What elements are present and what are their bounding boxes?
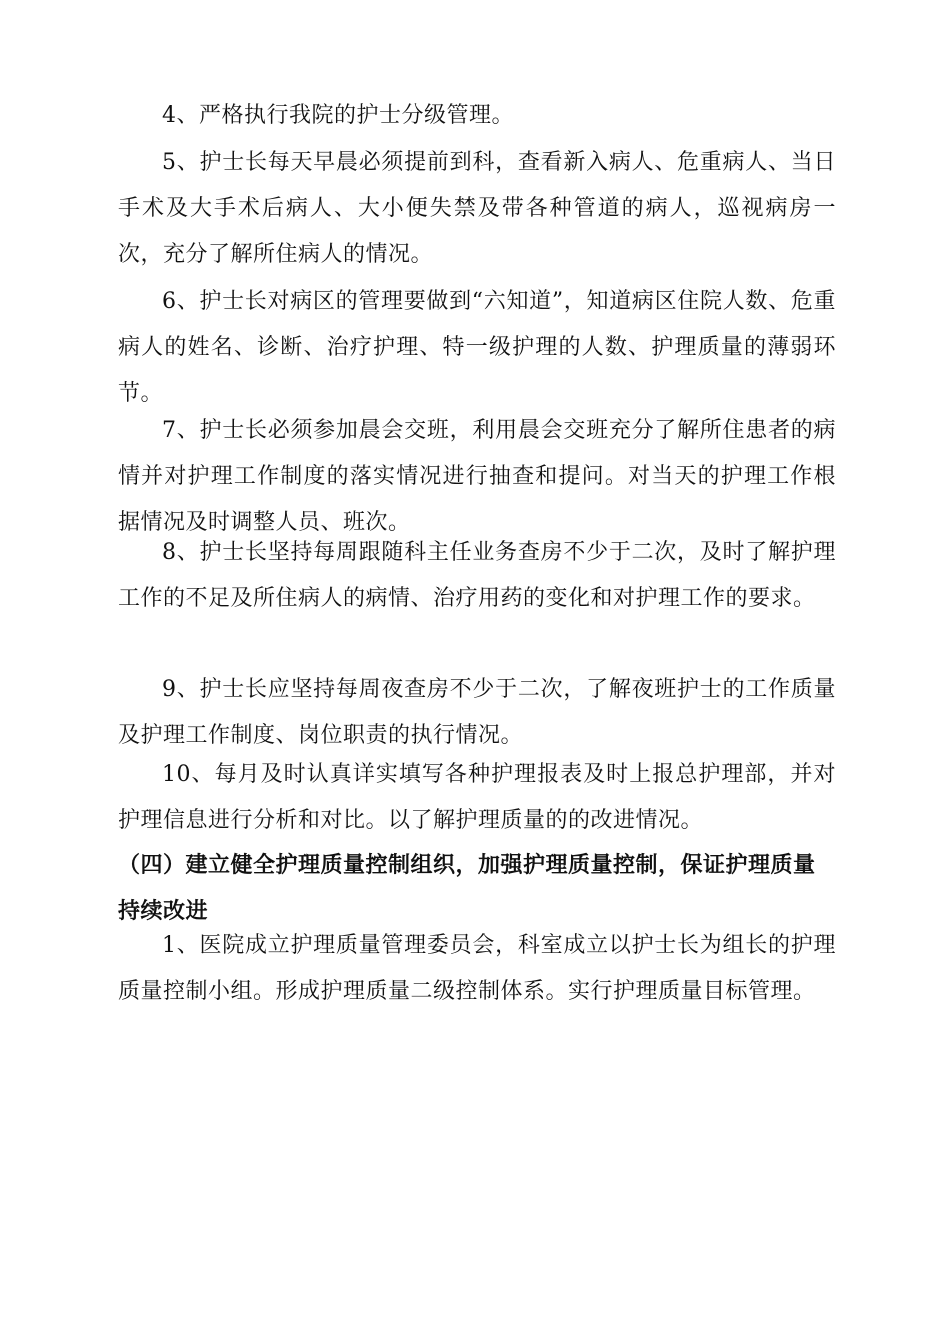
paragraph-item-8: 8、护士长坚持每周跟随科主任业务查房不少于二次，及时了解护理工作的不足及所住病人的病情、治疗用药的变化和对护理工作的要求。 [118, 540, 836, 611]
paragraph-item-4: 4、严格执行我院的护士分级管理。 [162, 103, 514, 128]
paragraph-item-6: 6、护士长对病区的管理要做到“六知道”，知道病区住院人数、危重病人的姓名、诊断、治疗护理、特一级护理的人数、护理质量的薄弱环节。 [118, 289, 836, 406]
paragraph-item-5: 5、护士长每天早晨必须提前到科，查看新入病人、危重病人、当日手术及大手术后病人、大小便失禁及带各种管道的病人，巡视病房一次，充分了解所住病人的情况。 [118, 150, 836, 267]
paragraph-item-10: 10、每月及时认真详实填写各种护理报表及时上报总护理部，并对护理信息进行分析和对比。以了解护理质量的的改进情况。 [118, 762, 836, 833]
paragraph-item-7: 7、护士长必须参加晨会交班，利用晨会交班充分了解所住患者的病情并对护理工作制度的落实情况进行抽查和提问。对当天的护理工作根据情况及时调整人员、班次。 [118, 418, 836, 535]
paragraph-item-9: 9、护士长应坚持每周夜查房不少于二次，了解夜班护士的工作质量及护理工作制度、岗位职责的执行情况。 [118, 677, 836, 748]
section-paragraph-1: 1、医院成立护理质量管理委员会，科室成立以护士长为组长的护理质量控制小组。形成护理质量二级控制体系。实行护理质量目标管理。 [118, 933, 836, 1004]
section-heading: （四）建立健全护理质量控制组织，加强护理质量控制，保证护理质量持续改进 [118, 852, 816, 924]
